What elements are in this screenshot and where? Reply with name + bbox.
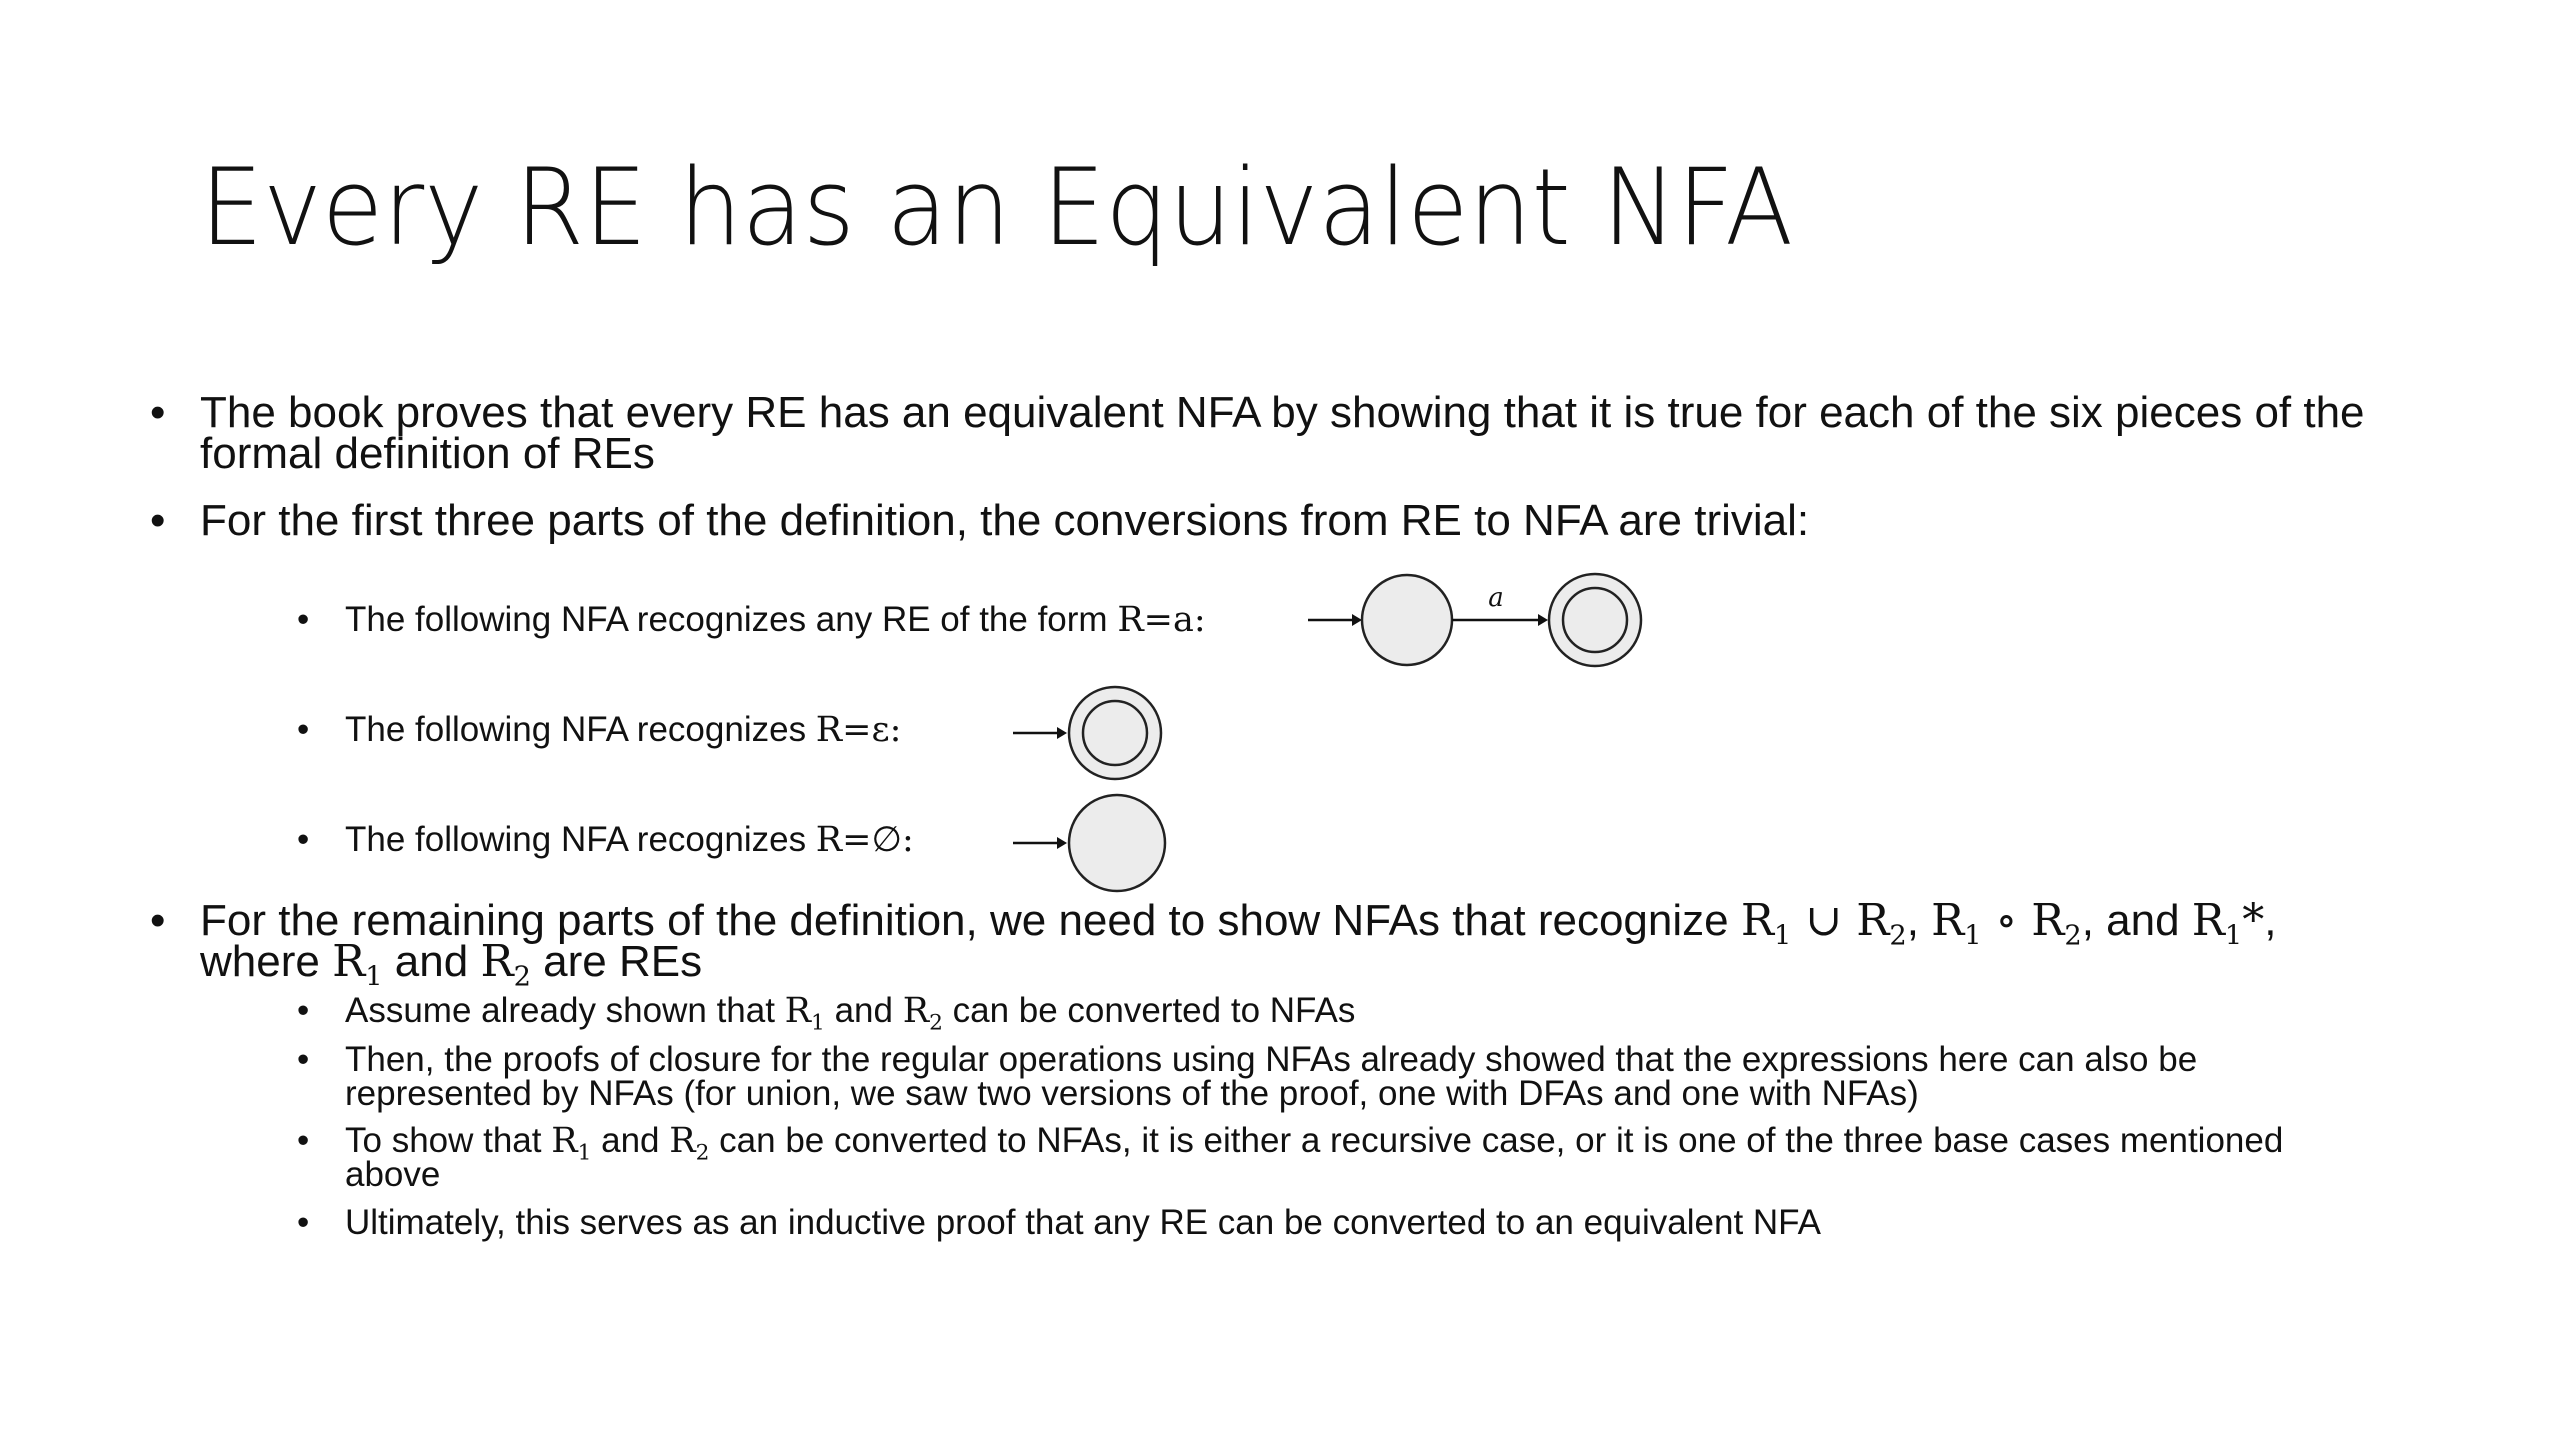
- bullet-marker: •: [297, 1121, 310, 1160]
- sub-bullet-nfa-epsilon: [297, 710, 1045, 750]
- sub-bullet-nfa-a: [297, 600, 1245, 640]
- bullet-marker: •: [150, 388, 166, 437]
- nfa-diagram-a: [1300, 570, 1660, 670]
- expression-r-equals-empty: R=∅:: [815, 820, 914, 860]
- start-arrow-head: [1352, 614, 1362, 626]
- expression-r-equals-a: R=a:: [1117, 600, 1206, 640]
- bullet-text: For the first three parts of the definition, the conversions from RE to NFA are trivial:: [200, 496, 1810, 545]
- union-expression: $R_1$ ∪ $R_2$: [1740, 895, 1907, 952]
- bullet-remaining-parts: • For the remaining parts of the definition, we need to show NFAs that recognize $R_1$ ∪ $R_2$, $R_1$ ∘ $R_2$, and $R_1*$, where $R_1$ and $R_2$ are REs: [150, 895, 2277, 993]
- bullet-first-three-parts: [150, 496, 2380, 545]
- bullet-text: Then, the proofs of closure for the regular operations using NFAs already showed that the expressions here can also be represented by NFAs (for union, we saw two versions of the proof, one with DFAs and one with NFAs): [345, 1040, 2198, 1113]
- bullet-text: For the remaining parts of the definition, we need to show NFAs that recognize: [200, 896, 1741, 945]
- start-state: [1362, 575, 1452, 665]
- bullet-marker: •: [150, 496, 166, 545]
- transition-label: a: [1488, 583, 1504, 613]
- transition-arrow-head: [1538, 614, 1548, 626]
- bullet-proof-overview: [150, 388, 2380, 478]
- star-expression: $R_1*$: [2191, 895, 2265, 952]
- bullet-text: The following NFA recognizes: [345, 710, 816, 749]
- start-arrow-head: [1057, 727, 1067, 739]
- slide-title: Every RE has an Equivalent NFA: [200, 146, 1794, 269]
- non-accept-state: [1069, 795, 1165, 891]
- bullet-text: Ultimately, this serves as an inductive proof that any RE can be converted to an equivalent NFA: [345, 1203, 1821, 1242]
- sub-bullet-nfa-empty: [297, 820, 1045, 860]
- bullet-text: The book proves that every RE has an equivalent NFA by showing that it is true for each of the six pieces of the formal definition of REs: [200, 388, 2365, 478]
- bullet-marker: •: [297, 1203, 310, 1242]
- sub-bullet-assume-shown: • Assume already shown that $R_1$ and $R_2$ can be converted to NFAs: [297, 991, 1356, 1036]
- expression-r-equals-epsilon: R=ε:: [815, 710, 902, 750]
- concat-expression: $R_1$ ∘ $R_2$: [1931, 895, 2082, 952]
- sub-bullet-recursive-case: • To show that $R_1$ and $R_2$ can be converted to NFAs, it is either a recursive case, or it is one of the three base cases mentioned above: [297, 1121, 2284, 1194]
- bullet-text: The following NFA recognizes any RE of the form: [345, 600, 1118, 639]
- sub-bullet-closure-proofs: [297, 1040, 2385, 1113]
- bullet-marker: •: [297, 710, 310, 749]
- bullet-marker: •: [297, 820, 310, 859]
- bullet-text: The following NFA recognizes: [345, 820, 816, 859]
- bullet-marker: •: [297, 991, 310, 1030]
- nfa-diagram-empty: [1005, 793, 1180, 893]
- bullet-marker: •: [297, 600, 310, 639]
- nfa-diagram-epsilon: [1005, 683, 1180, 783]
- bullet-marker: •: [297, 1040, 310, 1079]
- sub-bullet-inductive-proof: [297, 1203, 2385, 1242]
- start-arrow-head: [1057, 837, 1067, 849]
- bullet-marker: •: [150, 896, 166, 945]
